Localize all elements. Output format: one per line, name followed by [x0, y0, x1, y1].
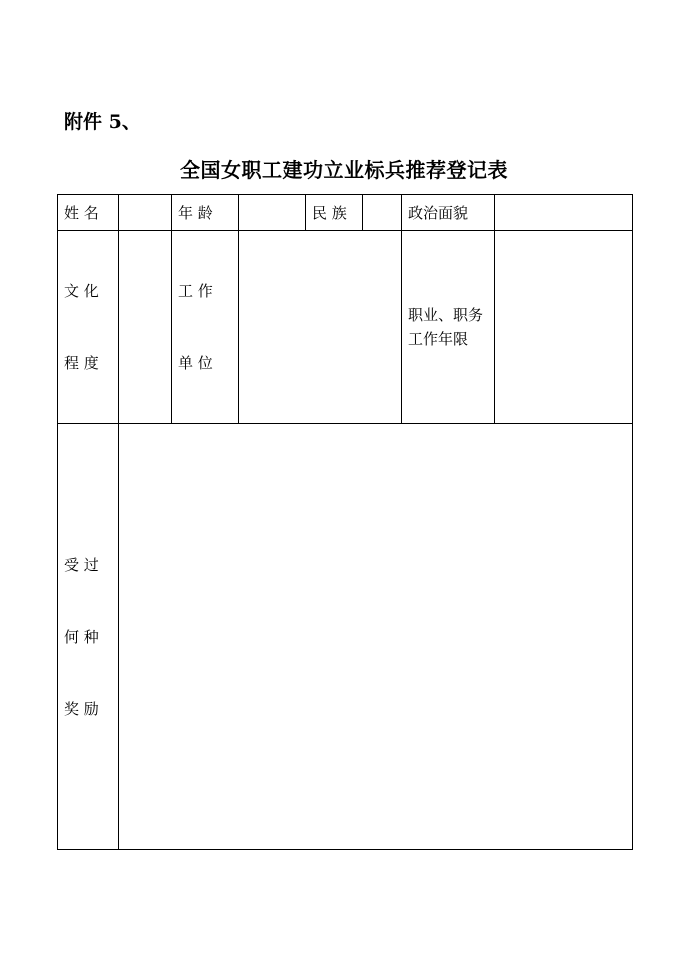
- awards-field[interactable]: [119, 424, 633, 850]
- name-label: 姓 名: [58, 195, 119, 231]
- political-status-label: 政治面貌: [402, 195, 495, 231]
- education-label-line1: 文 化: [64, 282, 99, 300]
- workplace-field[interactable]: [239, 231, 402, 424]
- registration-form-table: [57, 194, 633, 850]
- form-row-awards: [58, 424, 633, 850]
- attachment-label: 附件 5、: [64, 111, 141, 133]
- ethnicity-label: 民 族: [306, 195, 363, 231]
- workplace-label-line1: 工 作: [178, 282, 213, 300]
- position-years-label-line1: 职业、职务: [408, 306, 484, 324]
- ethnicity-field[interactable]: [363, 195, 402, 231]
- position-years-label-line2: 工作年限: [408, 330, 469, 348]
- age-field[interactable]: [239, 195, 306, 231]
- awards-label-line2: 何 种: [64, 627, 99, 646]
- position-years-label: [402, 231, 495, 424]
- education-label-line2: 程 度: [64, 354, 99, 372]
- form-row-basic-info: [58, 195, 633, 231]
- position-years-field[interactable]: [495, 231, 633, 424]
- workplace-label-line2: 单 位: [178, 354, 213, 372]
- education-label: [58, 231, 119, 424]
- age-label: 年 龄: [172, 195, 239, 231]
- awards-label-line1: 受 过: [64, 555, 99, 574]
- form-title: 全国女职工建功立业标兵推荐登记表: [180, 158, 508, 182]
- awards-label-line3: 奖 励: [64, 699, 99, 718]
- name-field[interactable]: [119, 195, 172, 231]
- form-row-education-work: [58, 231, 633, 424]
- political-status-field[interactable]: [495, 195, 633, 231]
- workplace-label: [172, 231, 239, 424]
- awards-label: [58, 424, 119, 850]
- education-field[interactable]: [119, 231, 172, 424]
